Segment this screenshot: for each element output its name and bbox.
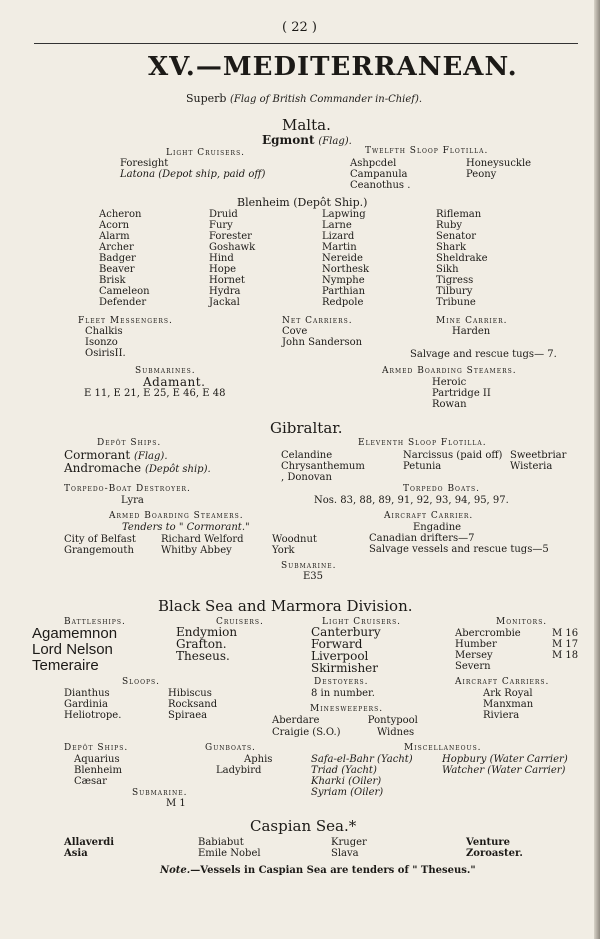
list-item: Abercrombie [455, 628, 521, 639]
twelfth-sloop-col1 [350, 158, 410, 191]
list-item: Nymphe [322, 275, 365, 286]
list-item: Brisk [99, 275, 126, 286]
list-item: Rifleman [436, 209, 482, 220]
eleventh-sloop-col3 [510, 450, 566, 472]
bs-aircraft-carriers-list [483, 688, 533, 721]
malta-heading: Malta. [282, 116, 331, 134]
minesweepers-row1 [272, 715, 418, 726]
list-item: , Donovan [281, 472, 332, 483]
malta-armed-boarding-heading: Armed Boarding Steamers. [382, 366, 517, 376]
minesweepers-row2 [272, 727, 414, 738]
list-item: Endymion [176, 625, 238, 639]
list-item: Heliotrope. [64, 710, 122, 721]
list-item: Defender [99, 297, 147, 308]
list-item: Grangemouth [64, 545, 134, 556]
bs-submarine-heading: Submarine. [132, 788, 188, 798]
list-item: Honeysuckle [466, 158, 532, 169]
destroyers-heading: Destoyers. [314, 677, 369, 687]
malta-light-cruisers-list [120, 158, 265, 180]
list-item: Allaverdi [64, 837, 115, 848]
list-item: Ladybird [216, 765, 262, 776]
list-item: Foresight [120, 158, 169, 169]
bleed-through-left [40, 60, 46, 79]
list-item: Gardinia [64, 699, 108, 710]
list-item: Latona (Depot ship, paid off) [120, 169, 266, 180]
list-item: Triad (Yacht) [311, 765, 377, 776]
list-item: Lizard [322, 231, 355, 242]
superb-name: Superb [186, 92, 227, 105]
list-item: Forward [311, 637, 363, 651]
superb-line [186, 92, 422, 105]
list-item: Lapwing [322, 209, 366, 220]
monitors-names [455, 628, 521, 672]
monitors-numbers [552, 628, 578, 661]
gib-tenders-note: Tenders to " Cormorant." [122, 522, 250, 533]
list-item: Richard Welford [161, 534, 244, 545]
minesweeper-item: Aberdare [272, 715, 320, 726]
list-item: Shark [436, 242, 467, 253]
list-item: Blenheim [74, 765, 122, 776]
list-item: York [272, 545, 295, 556]
battleships-list [32, 626, 117, 674]
list-item: M 16 [552, 628, 579, 639]
list-item: Goshawk [209, 242, 256, 253]
sloops-col1 [64, 688, 121, 721]
list-item: Theseus. [176, 649, 230, 663]
list-item: Jackal [209, 297, 240, 308]
list-item: Alarm [99, 231, 130, 242]
mine-carrier-list [452, 326, 490, 337]
list-item: Engadine [413, 522, 462, 533]
destroyers-count: 8 in number. [311, 688, 375, 699]
list-item: Safa-el-Bahr (Yacht) [311, 754, 413, 765]
list-item: Aquarius [74, 754, 120, 765]
black-sea-heading: Black Sea and Marmora Division. [158, 597, 413, 615]
malta-submarines-heading: Submarines. [135, 366, 196, 376]
bs-depot-ships-heading: Depôt Ships. [64, 743, 129, 753]
list-item: Northesk [322, 264, 370, 275]
caspian-heading: Caspian Sea.* [250, 817, 357, 835]
list-item: Slava [331, 848, 359, 859]
torpedo-boats-list: Nos. 83, 88, 89, 91, 92, 93, 94, 95, 97. [314, 495, 509, 506]
list-item: Isonzo [85, 337, 118, 348]
tbd-item: Lyra [121, 495, 144, 506]
gib-armed-boarding-col2 [161, 534, 244, 556]
minesweeper-item: Craigie (S.O.) [272, 727, 341, 738]
gunboats-list [216, 754, 272, 776]
list-item: Senator [436, 231, 476, 242]
list-item: Liverpool [311, 649, 369, 663]
list-item: Syriam (Oiler) [311, 787, 384, 798]
top-rule [34, 43, 578, 44]
list-item: Woodnut [272, 534, 317, 545]
list-item: Harden [452, 326, 491, 337]
list-item: Venture [466, 837, 510, 848]
list-item: Severn [455, 661, 491, 672]
gib-armed-boarding-col1 [64, 534, 136, 556]
gib-depot-ships-heading: Depôt Ships. [97, 438, 162, 448]
list-item: Hope [209, 264, 237, 275]
malta-submarines-list: E 11, E 21, E 25, E 46, E 48 [84, 388, 226, 399]
list-item: Ark Royal [483, 688, 533, 699]
list-item: Hopbury (Water Carrier) [442, 754, 568, 765]
monitors-heading: Monitors. [496, 617, 548, 627]
net-carriers-heading: Net Carriers. [282, 316, 353, 326]
list-item: Peony [466, 169, 497, 180]
eleventh-sloop-heading: Eleventh Sloop Flotilla. [358, 438, 487, 448]
list-item: Humber [455, 639, 497, 650]
caspian-col3 [331, 837, 367, 859]
list-item: Martin [322, 242, 357, 253]
egmont-name: Egmont [262, 133, 315, 147]
malta-armed-boarding-list [432, 377, 491, 410]
sloops-heading: Sloops. [122, 677, 160, 687]
blenheim-col3 [322, 209, 369, 308]
tbd-heading: Torpedo-Boat Destroyer. [64, 484, 191, 494]
list-item: Lord Nelson [32, 641, 113, 658]
list-item: Aphis [244, 754, 273, 765]
minesweeper-item: Pontypool [367, 715, 418, 726]
book-page-edge [594, 0, 600, 939]
mine-carrier-heading: Mine Carrier. [436, 316, 508, 326]
cormorant-note: (Flag). [134, 451, 168, 462]
bs-aircraft-carriers-heading: Aircraft Carriers. [455, 677, 550, 687]
eleventh-sloop-col2 [403, 450, 502, 472]
list-item: Rocksand [168, 699, 218, 710]
list-item: John Sanderson [282, 337, 363, 348]
list-item: Ceanothus . [350, 180, 411, 191]
list-item: M 18 [552, 650, 579, 661]
list-item: Celandine [281, 450, 333, 461]
list-item: Hydra [209, 286, 241, 297]
list-item: Tigress [436, 275, 474, 286]
list-item: Manxman [483, 699, 534, 710]
caspian-col1 [64, 837, 114, 859]
bs-cruisers-heading: Cruisers. [216, 617, 264, 627]
miscellaneous-heading: Miscellaneous. [404, 743, 482, 753]
egmont-note: (Flag). [318, 136, 352, 147]
fleet-messengers-heading: Fleet Messengers. [78, 316, 173, 326]
list-item: Larne [322, 220, 352, 231]
blenheim-col1 [99, 209, 150, 308]
list-item: Spiraea [168, 710, 208, 721]
list-item: Cameleon [99, 286, 150, 297]
caspian-note-label: Note. [160, 865, 191, 876]
list-item: Kruger [331, 837, 367, 848]
list-item: Babiabut [198, 837, 244, 848]
gib-armed-boarding-heading: Armed Boarding Steamers. [109, 511, 244, 521]
list-item: Chalkis [85, 326, 123, 337]
caspian-note-text: —Vessels in Caspian Sea are tenders of " Theseus." [190, 865, 476, 876]
sloops-col2 [168, 688, 217, 721]
battleships-heading: Battleships. [64, 617, 126, 627]
list-item: Cæsar [74, 776, 107, 787]
list-item: Redpole [322, 297, 364, 308]
list-item: Skirmisher [311, 661, 379, 675]
caspian-col4 [466, 837, 523, 859]
malta-light-cruisers-heading: Light Cruisers. [166, 148, 246, 158]
list-item: Acheron [99, 209, 142, 220]
gibraltar-heading: Gibraltar. [270, 419, 343, 437]
andromache-line [64, 461, 211, 475]
twelfth-sloop-heading: Twelfth Sloop Flotilla. [365, 146, 489, 156]
blenheim-heading: Blenheim (Depôt Ship.) [237, 196, 368, 209]
blenheim-col4 [436, 209, 488, 308]
list-item: Watcher (Water Carrier) [442, 765, 566, 776]
salvage-line: Salvage and rescue tugs— 7. [410, 349, 557, 360]
eleventh-sloop-col1 [281, 450, 365, 483]
list-item: Whitby Abbey [161, 545, 232, 556]
list-item: Sikh [436, 264, 459, 275]
net-carriers-list [282, 326, 362, 348]
list-item: OsirisII. [85, 348, 126, 359]
list-item: Dianthus [64, 688, 110, 699]
miscellaneous-col1 [311, 754, 413, 798]
list-item: Heroic [432, 377, 467, 388]
list-item: M 17 [552, 639, 579, 650]
gib-aircraft-carrier-heading: Aircraft Carrier. [384, 511, 474, 521]
list-item: Beaver [99, 264, 135, 275]
list-item: Partridge II [432, 388, 491, 399]
fleet-messengers-list [85, 326, 126, 359]
list-item: Riviera [483, 710, 520, 721]
list-item: Petunia [403, 461, 442, 472]
list-item: City of Belfast [64, 534, 136, 545]
adamant-name: Adamant. [143, 375, 206, 389]
list-item: Acorn [99, 220, 130, 231]
superb-note: (Flag of British Commander in-Chief). [229, 94, 423, 105]
list-item: Canterbury [311, 625, 381, 639]
list-item: Narcissus (paid off) [403, 450, 503, 461]
minesweeper-item: Widnes [376, 727, 415, 738]
list-item: Kharki (Oiler) [311, 776, 382, 787]
list-item: Badger [99, 253, 136, 264]
list-item: Agamemnon [32, 625, 118, 642]
list-item: Cove [282, 326, 308, 337]
list-item: Salvage vessels and rescue tugs—5 [369, 544, 549, 555]
caspian-col2 [198, 837, 261, 859]
caspian-note [160, 865, 476, 876]
list-item: Ruby [436, 220, 463, 231]
blenheim-col2 [209, 209, 255, 308]
gib-submarine-heading: Submarine. [281, 561, 337, 571]
list-item: Archer [99, 242, 134, 253]
page-number: ( 22 ) [282, 20, 317, 35]
egmont-line [262, 133, 352, 147]
list-item: Emile Nobel [198, 848, 261, 859]
page-title: XV.—MEDITERRANEAN. [148, 52, 518, 82]
twelfth-sloop-col2 [466, 158, 531, 180]
list-item: Campanula [350, 169, 408, 180]
list-item: Hornet [209, 275, 245, 286]
gunboats-heading: Gunboats. [205, 743, 256, 753]
bs-cruisers-list [176, 626, 237, 662]
torpedo-boats-heading: Torpedo Boats. [403, 484, 480, 494]
miscellaneous-col2 [442, 754, 568, 776]
list-item: Sheldrake [436, 253, 488, 264]
list-item: Wisteria [510, 461, 553, 472]
minesweepers-heading: Minesweepers. [310, 704, 384, 714]
list-item: Temeraire [32, 657, 99, 674]
list-item: Rowan [432, 399, 467, 410]
gib-submarine-item: E35 [303, 571, 324, 582]
bs-light-cruisers-list [311, 626, 381, 674]
list-item: Canadian drifters—7 [369, 533, 475, 544]
bs-submarine-item: M 1 [166, 798, 186, 809]
list-item: Mersey [455, 650, 493, 661]
bs-depot-ships-list [74, 754, 122, 787]
list-item: Chrysanthemum [281, 461, 365, 472]
cormorant-line [64, 448, 168, 462]
list-item: Tilbury [436, 286, 473, 297]
andromache-note: (Depôt ship). [144, 464, 211, 475]
list-item: Grafton. [176, 637, 227, 651]
gib-misc-col [272, 534, 317, 556]
cormorant-name: Cormorant [64, 448, 131, 462]
list-item: Sweetbriar [510, 450, 567, 461]
list-item: Tribune [436, 297, 476, 308]
list-item: Forester [209, 231, 252, 242]
list-item: Ashpcdel [350, 158, 397, 169]
bs-light-cruisers-heading: Light Cruisers. [322, 617, 402, 627]
andromache-name: Andromache [64, 461, 142, 475]
list-item: Druid [209, 209, 238, 220]
gib-aircraft-carrier-list [369, 522, 549, 555]
list-item: Hibiscus [168, 688, 212, 699]
list-item: Nereide [322, 253, 363, 264]
list-item: Parthian [322, 286, 366, 297]
list-item: Fury [209, 220, 233, 231]
list-item: Zoroaster. [466, 848, 523, 859]
list-item: Asia [64, 848, 88, 859]
list-item: Hind [209, 253, 234, 264]
